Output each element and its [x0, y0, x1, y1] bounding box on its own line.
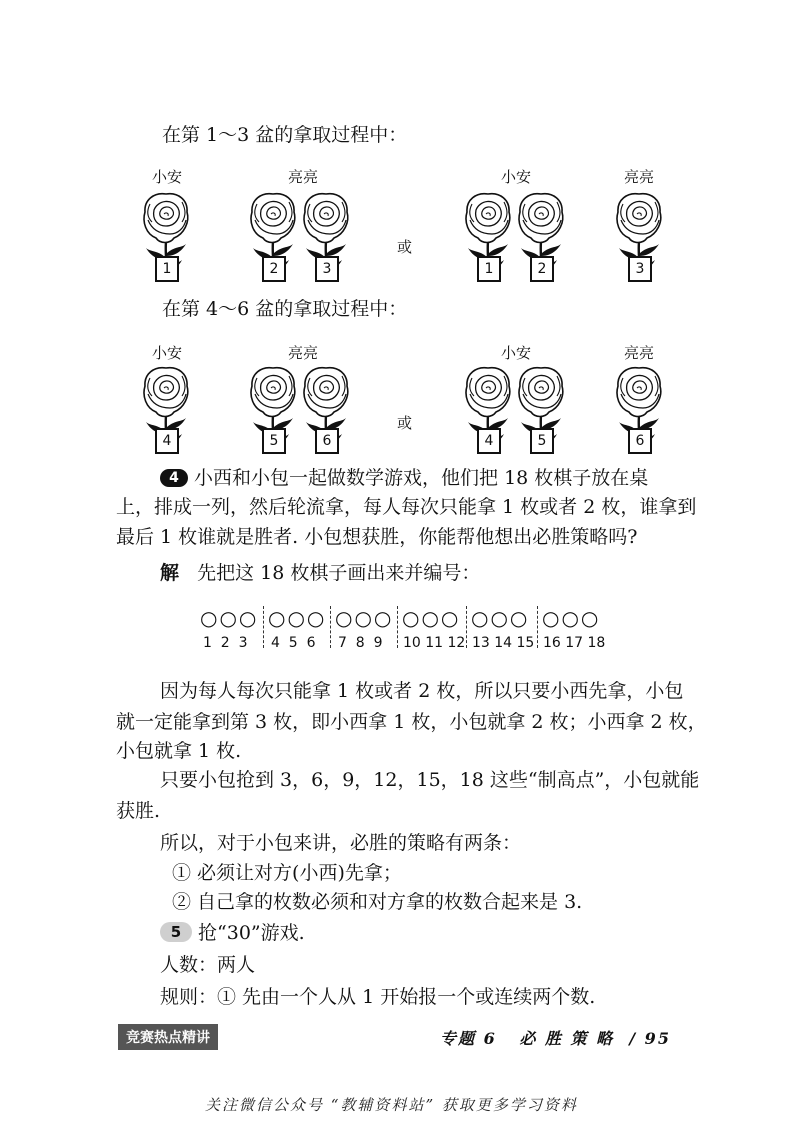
- solution-label: 解: [160, 562, 180, 584]
- problem-number-badge: 5: [160, 922, 192, 942]
- label-liangliang: 亮亮: [288, 168, 319, 186]
- pot-2: 2: [530, 256, 554, 282]
- para1-line1: 因为每人每次只能拿 1 枚或者 2 枚，所以只要小西先拿，小包: [160, 680, 684, 702]
- label-xiaoan: 小安: [152, 344, 183, 362]
- circle-group: ○○○: [268, 606, 327, 630]
- pot-1: 1: [477, 256, 501, 282]
- section2-heading: 在第 4～6 盆的拿取过程中：: [162, 298, 408, 320]
- label-liangliang: 亮亮: [288, 344, 319, 362]
- footer-page-info: 专题 6 必 胜 策 略 / 95: [440, 1029, 671, 1048]
- label-liangliang: 亮亮: [624, 344, 655, 362]
- para2-line1: 只要小包抢到 3，6，9，12，15，18 这些“制高点”，小包就能: [160, 769, 700, 791]
- problem5-title-line: [160, 920, 305, 947]
- group-divider: [263, 606, 264, 648]
- label-liangliang: 亮亮: [624, 168, 655, 186]
- label-xiaoan: 小安: [501, 168, 532, 186]
- problem5-people: 人数：两人: [160, 954, 256, 976]
- group-divider: [537, 606, 538, 648]
- or-label: 或: [397, 414, 413, 432]
- circle-group: ○○○: [200, 606, 259, 630]
- problem4-line3: 最后 1 枚谁就是胜者. 小包想获胜，你能帮他想出必胜策略吗?: [116, 526, 638, 548]
- number-group: 16 17 18: [543, 635, 606, 651]
- para3: 所以，对于小包来讲，必胜的策略有两条：: [160, 832, 522, 854]
- pot-2: 2: [262, 256, 286, 282]
- number-group: 4 5 6: [271, 635, 316, 651]
- pot-5: 5: [530, 428, 554, 454]
- para1-line2: 就一定能拿到第 3 枚，即小西拿 1 枚，小包就拿 2 枚；小西拿 2 枚，: [116, 711, 707, 733]
- para1-line3: 小包就拿 1 枚.: [116, 740, 242, 762]
- problem5-rule: 规则：① 先由一个人从 1 开始报一个或连续两个数.: [160, 986, 596, 1008]
- para2-line2: 获胜.: [116, 800, 161, 822]
- label-xiaoan: 小安: [152, 168, 183, 186]
- section1-heading: 在第 1～3 盆的拿取过程中：: [162, 124, 408, 146]
- watermark-text: 关注微信公众号 “教辅资料站” 获取更多学习资料: [205, 1096, 578, 1114]
- strategy-item-1: ① 必须让对方(小西)先拿；: [172, 862, 402, 884]
- pot-4: 4: [155, 428, 179, 454]
- pot-1: 1: [155, 256, 179, 282]
- solution-line: [160, 560, 480, 587]
- problem5-title: 抢“30”游戏.: [198, 922, 305, 944]
- pot-4: 4: [477, 428, 501, 454]
- circle-group: ○○○: [542, 606, 601, 630]
- chess-pieces-diagram: [200, 606, 610, 656]
- circle-group: ○○○: [335, 606, 394, 630]
- number-group: 10 11 12: [403, 635, 466, 651]
- group-divider: [466, 606, 467, 648]
- pot-6: 6: [315, 428, 339, 454]
- pot-6: 6: [628, 428, 652, 454]
- group-divider: [330, 606, 331, 648]
- solution-text: 先把这 18 枚棋子画出来并编号：: [197, 562, 481, 584]
- problem4-line2: 上，排成一列，然后轮流拿，每人每次只能拿 1 枚或者 2 枚，谁拿到: [116, 496, 697, 518]
- problem-number-badge: 4: [160, 469, 188, 487]
- pot-5: 5: [262, 428, 286, 454]
- number-group: 13 14 15: [472, 635, 535, 651]
- or-label: 或: [397, 238, 413, 256]
- circle-group: ○○○: [402, 606, 461, 630]
- problem4-text: 小西和小包一起做数学游戏，他们把 18 枚棋子放在桌: [194, 467, 649, 489]
- circle-group: ○○○: [471, 606, 530, 630]
- footer-section-tag: 竞赛热点精讲: [118, 1024, 218, 1050]
- pot-3: 3: [315, 256, 339, 282]
- number-group: 7 8 9: [338, 635, 383, 651]
- number-group: 1 2 3: [203, 635, 248, 651]
- strategy-item-2: ② 自己拿的枚数必须和对方拿的枚数合起来是 3.: [172, 891, 583, 913]
- problem4-line1: [160, 465, 648, 492]
- group-divider: [397, 606, 398, 648]
- pot-3: 3: [628, 256, 652, 282]
- label-xiaoan: 小安: [501, 344, 532, 362]
